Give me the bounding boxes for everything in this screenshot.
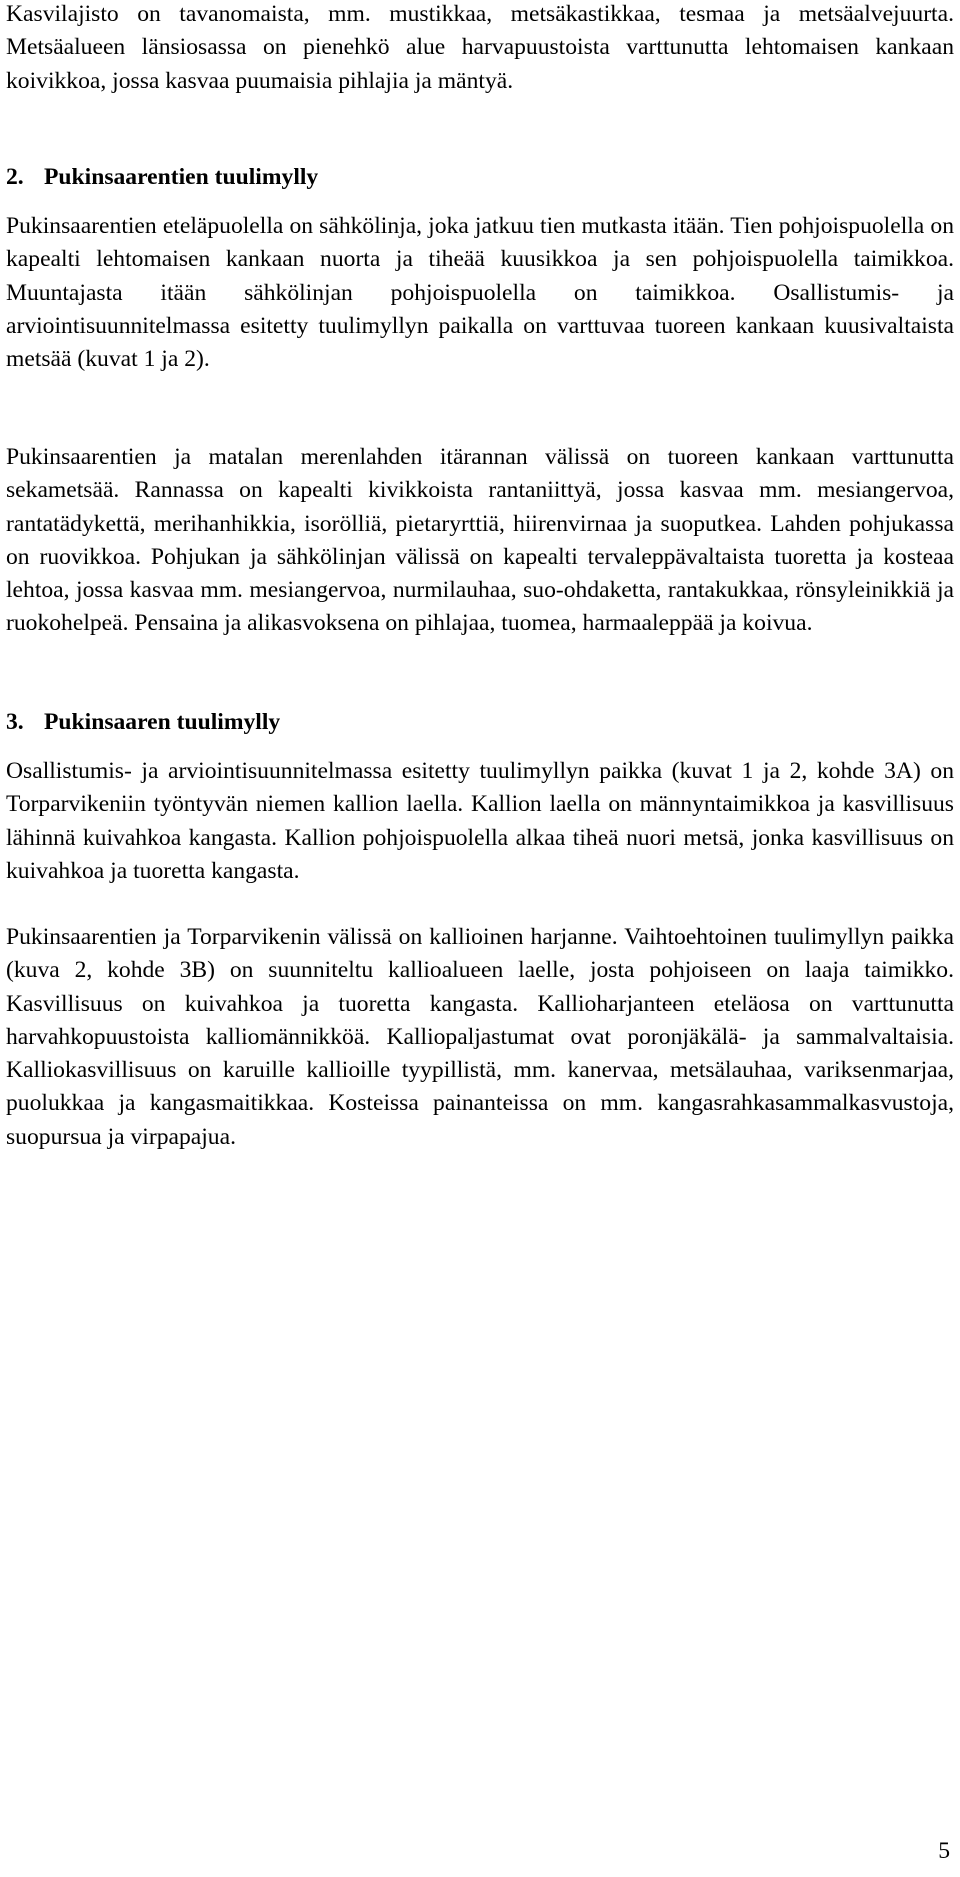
- section-2-title: Pukinsaarentien tuulimylly: [44, 164, 319, 190]
- section-3-number: 3.: [6, 709, 24, 735]
- section-2-number: 2.: [6, 164, 24, 190]
- section-2-paragraph-1: Pukinsaarentien eteläpuolella on sähkölinja, joka jatkuu tien mutkasta itään. Tien pohjoispuolella on kapealti lehtomaisen kankaan nuorta ja tiheää kuusikkoa ja sen pohjoispuolella taimikkoa. Muuntajasta itään sähkölinjan pohjoispuolella on taimikkoa. Osallistumis- ja arviointisuunnitelmassa esitetty tuulimyllyn paikalla on varttuvaa tuoreen kankaan kuusivaltaista metsää (kuvat 1 ja 2).: [6, 213, 954, 373]
- section-3-paragraph-2: Pukinsaarentien ja Torparvikenin välissä on kallioinen harjanne. Vaihtoehtoinen tuulimyllyn paikka (kuva 2, kohde 3B) on suunniteltu kallioalueen laelle, josta pohjoiseen on laaja taimikko. Kasvillisuus on kuivahkoa ja tuoretta kangasta. Kallioharjanteen eteläosa on varttunutta harvahkopuustoista kalliomännikköä. Kalliopaljastumat ovat poronjäkälä- ja sammalvaltaisia. Kalliokasvillisuus on karuille kallioille tyypillistä, mm. kanervaa, metsälauhaa, variksenmarjaa, puolukkaa ja kangasmaitikkaa. Kosteissa painanteissa on mm. kangasrahkasammalkasvustoja, suopursua ja virpapajua.: [6, 924, 954, 1150]
- section-3-heading: [6, 706, 280, 739]
- section-3-title: Pukinsaaren tuulimylly: [44, 709, 281, 735]
- section-2-paragraph-2: Pukinsaarentien ja matalan merenlahden itärannan välissä on tuoreen kankaan varttunutta sekametsää. Rannassa on kapealti kivikkoista rantaniittyä, jossa kasvaa mm. mesiangervoa, rantatädykettä, merihanhikkia, isorölliä, pietaryrttiä, hiirenvirnaa ja suoputkea. Lahden pohjukassa on ruovikkoa. Pohjukan ja sähkölinjan välissä on kapealti tervaleppävaltaista tuoretta ja kosteaa lehtoa, jossa kasvaa mm. mesiangervoa, nurmilauhaa, suo-ohdaketta, rantakukkaa, rönsyleinikkiä ja ruokohelpeä. Pensaina ja alikasvoksena on pihlajaa, tuomea, harmaaleppää ja koivua.: [6, 444, 954, 637]
- page-number: 5: [938, 1838, 950, 1864]
- intro-paragraph: Kasvilajisto on tavanomaista, mm. mustikkaa, metsäkastikkaa, tesmaa ja metsäalvejuurta. Metsäalueen länsiosassa on pienehkö alue harvapuustoista varttunutta lehtomaisen kankaan koivikkoa, jossa kasvaa puumaisia pihlajia ja mäntyä.: [6, 1, 954, 94]
- document-page: [6, 0, 954, 1877]
- section-3-paragraph-1: Osallistumis- ja arviointisuunnitelmassa esitetty tuulimyllyn paikka (kuvat 1 ja 2, kohde 3A) on Torparvikeniin työntyvän niemen kallion laella. Kallion laella on männyntaimikkoa ja kasvillisuus lähinnä kuivahkoa kangasta. Kallion pohjoispuolella alkaa tiheä nuori metsä, jonka kasvillisuus on kuivahkoa ja tuoretta kangasta.: [6, 758, 954, 884]
- section-2-heading: [6, 161, 318, 194]
